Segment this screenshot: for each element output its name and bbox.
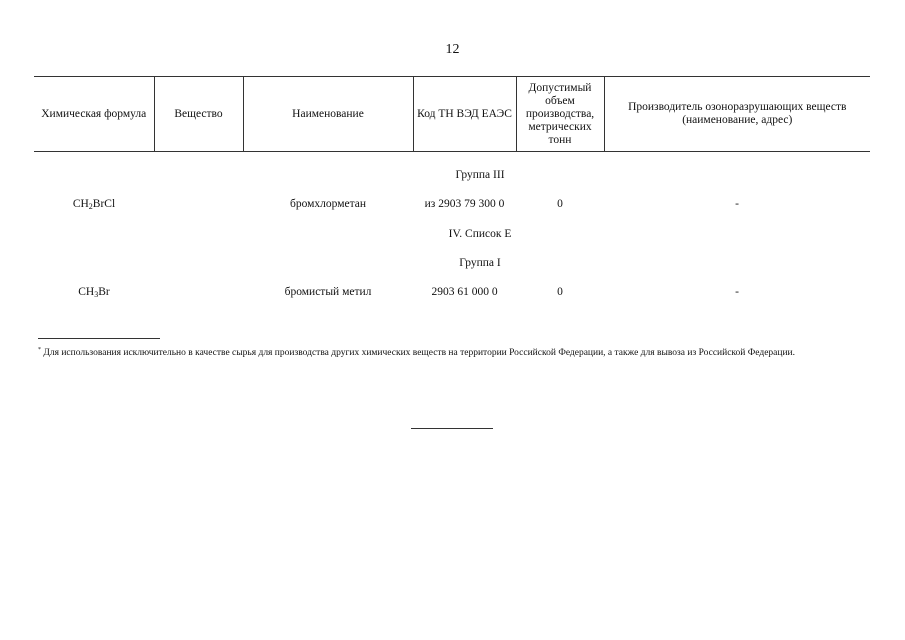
header-formula: Химическая формула — [34, 77, 154, 152]
footnote-marker: * — [38, 347, 41, 353]
page-number: 12 — [445, 42, 460, 57]
group-i-heading — [34, 248, 870, 277]
row1-formula: $CH_2BrCl$ — [72, 198, 116, 211]
row2-name: бромистый метил — [284, 286, 372, 298]
substances-table — [34, 76, 870, 307]
row1-name: бромхлорметан — [289, 198, 367, 210]
row2-substance — [154, 277, 243, 307]
footnote-text: Для использования исключительно в качестве сырья для производства других химических веществ на территории Российской Федерации, а также для вывоза из Российской Федерации. — [43, 348, 796, 358]
end-divider — [411, 428, 493, 429]
row2-formula: $CH_3Br$ — [78, 286, 110, 299]
list-heading-row — [34, 219, 870, 248]
table-header-row — [34, 77, 870, 152]
footnote-divider — [38, 338, 160, 339]
row2-producer: - — [735, 286, 739, 298]
row1-volume: 0 — [557, 198, 563, 210]
header-producer: Производитель озоноразрушающих веществ (наименование, адрес) — [604, 77, 870, 152]
row1-code: из 2903 79 300 0 — [424, 198, 505, 210]
header-code: Код ТН ВЭД ЕАЭС — [413, 77, 516, 152]
header-volume: Допустимый объем производства, метрических тонн — [516, 77, 604, 152]
header-substance: Вещество — [154, 77, 243, 152]
group-iii-label: Группа III — [455, 168, 505, 181]
group-iii-heading — [34, 160, 870, 189]
row2-code: 2903 61 000 0 — [431, 286, 498, 298]
footnote — [38, 347, 866, 359]
list-e-heading — [34, 219, 870, 248]
group-heading-row — [34, 248, 870, 277]
row2-volume: 0 — [557, 286, 563, 298]
list-e-label: IV. Список Е — [448, 227, 512, 240]
row1-substance — [154, 189, 243, 219]
row1-producer: - — [735, 198, 739, 210]
table-row — [34, 189, 870, 219]
group-i-label: Группа I — [459, 256, 501, 269]
table-row — [34, 277, 870, 307]
header-name: Наименование — [243, 77, 413, 152]
group-heading-row — [34, 160, 870, 189]
